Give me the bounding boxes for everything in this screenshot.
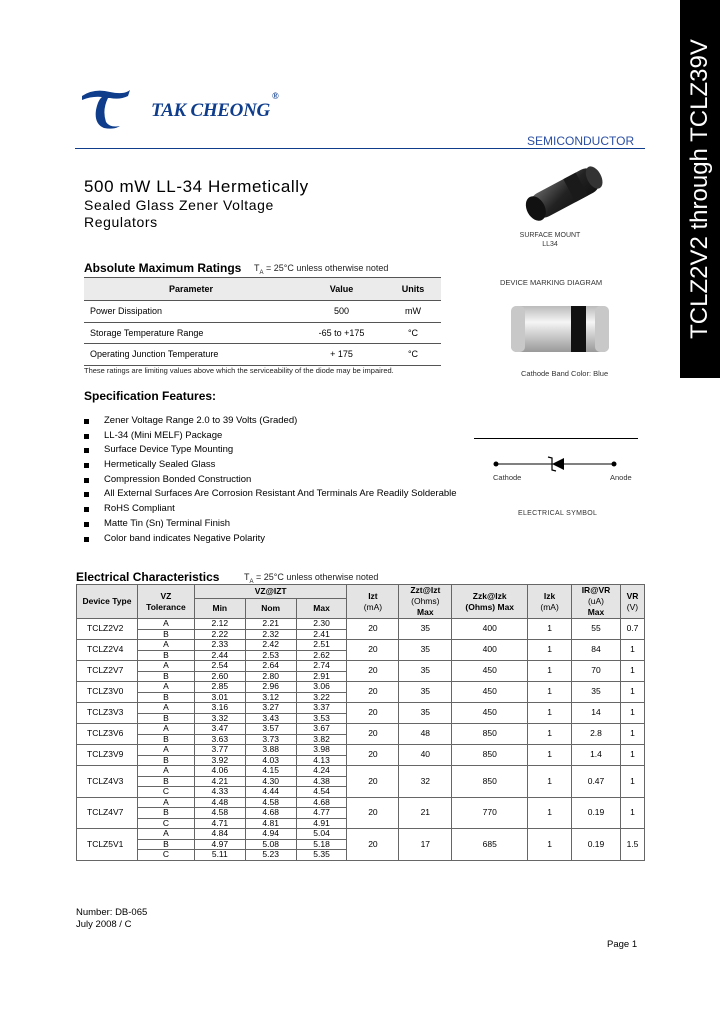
tolerance-cell: B [137,734,194,745]
vr-cell: 1 [620,640,644,661]
tak-cheong-logo-icon [80,86,132,130]
tolerance-cell: A [137,703,194,714]
vz-max-cell: 3.37 [296,703,347,714]
vz-min-cell: 3.92 [194,755,245,766]
izt-cell: 20 [347,640,399,661]
izt-unit: (mA) [363,601,383,612]
anode-label: Anode [610,473,632,482]
izk-cell: 1 [528,703,572,724]
izt-label: Izt [368,590,378,601]
zzt-cell: 35 [399,703,452,724]
device-type-cell: TCLZ3V0 [77,682,138,703]
vz-nom-cell: 3.73 [245,734,296,745]
tolerance-cell: B [137,650,194,661]
units-cell: mW [385,301,441,323]
tolerance-cell: A [137,682,194,693]
cathode-band-caption: Cathode Band Color: Blue [521,369,609,378]
value-cell: 500 [298,301,385,323]
zzk-cell: 400 [452,619,528,640]
vz-max-cell: 3.82 [296,734,347,745]
ir-unit: (uA) [587,596,605,606]
device-type-cell: TCLZ2V4 [77,640,138,661]
vz-min-cell: 2.12 [194,619,245,630]
ec-note-t: T [244,572,250,582]
device-type-cell: TCLZ4V7 [77,797,138,829]
vz-max-cell: 5.35 [296,850,347,861]
tolerance-cell: B [137,692,194,703]
vz-min-cell: 2.22 [194,629,245,640]
vz-nom-cell: 3.88 [245,745,296,756]
vz-nom-cell: 5.08 [245,839,296,850]
ir-cell: 0.19 [572,829,621,861]
tolerance-cell: C [137,850,194,861]
zzt-cell: 21 [399,797,452,829]
table-row [77,640,645,651]
izt-cell: 20 [347,661,399,682]
param-cell: Power Dissipation [84,301,298,323]
brand-text: TAK CHEONG [151,100,270,121]
registered-mark: ® [271,90,279,101]
category-label: SEMICONDUCTOR [527,134,635,148]
ir-cell: 1.4 [572,745,621,766]
device-type-cell: TCLZ3V9 [77,745,138,766]
tolerance-cell: A [137,640,194,651]
list-item: Matte Tin (Sn) Terminal Finish [84,517,457,532]
ir-cell: 2.8 [572,724,621,745]
vz-max-cell: 3.22 [296,692,347,703]
vz-min-cell: 2.60 [194,671,245,682]
vz-nom-cell: 2.53 [245,650,296,661]
vr-cell: 1 [620,724,644,745]
vr-cell: 1 [620,661,644,682]
vz-nom-cell: 2.42 [245,640,296,651]
electrical-note [244,572,378,585]
table-row [77,766,645,777]
izk-cell: 1 [528,766,572,798]
col-zzk [452,585,528,619]
list-item: Surface Device Type Mounting [84,443,457,458]
tolerance-cell: A [137,619,194,630]
tolerance-cell: B [137,713,194,724]
izk-unit: (mA) [540,601,559,612]
sidebar-banner [680,0,720,378]
zzt-cell: 35 [399,661,452,682]
package-caption-line2: LL34 [542,241,558,248]
vz-nom-cell: 4.15 [245,766,296,777]
features-heading: Specification Features: [84,389,217,403]
units-cell: °C [385,344,441,366]
zzk-cell: 770 [452,797,528,829]
col-izt [347,585,399,619]
zzk-cell: 450 [452,661,528,682]
vz-max-cell: 4.77 [296,808,347,819]
col-nom: Nom [245,599,296,619]
device-type-cell: TCLZ3V6 [77,724,138,745]
page-number: Page 1 [607,939,638,950]
vz-nom-cell: 4.58 [245,797,296,808]
package-caption-line1: SURFACE MOUNT [519,232,581,239]
izk-cell: 1 [528,797,572,829]
device-type-cell: TCLZ2V7 [77,661,138,682]
list-item: RoHS Compliant [84,502,457,517]
abs-note-t: T [254,263,260,273]
vz-min-cell: 4.71 [194,818,245,829]
vr-cell: 1 [620,703,644,724]
izt-cell: 20 [347,682,399,703]
package-caption [500,231,600,249]
vz-nom-cell: 2.21 [245,619,296,630]
izt-cell: 20 [347,703,399,724]
abs-note-suffix: = 25°C unless otherwise noted [263,263,389,273]
table-row [77,745,645,756]
abs-note-sub: A [259,269,264,276]
tolerance-cell: B [137,839,194,850]
diode-package-image [510,158,620,228]
vz-min-cell: 3.01 [194,692,245,703]
vz-min-cell: 4.21 [194,776,245,787]
cathode-label: Cathode [493,473,522,482]
vz-max-cell: 5.18 [296,839,347,850]
zzk-cell: 850 [452,724,528,745]
col-izk [528,585,572,619]
abs-max-table [84,277,441,366]
col-max: Max [296,599,347,619]
table-row [77,619,645,630]
vz-max-cell: 3.53 [296,713,347,724]
vz-nom-cell: 3.43 [245,713,296,724]
zzt-cell: 40 [399,745,452,766]
electrical-symbol-caption: ELECTRICAL SYMBOL [518,510,598,517]
vr-cell: 1 [620,766,644,798]
vz-max-cell: 4.38 [296,776,347,787]
abs-max-heading: Absolute Maximum Ratings [84,261,242,275]
tolerance-cell: C [137,818,194,829]
vz-nom-cell: 2.96 [245,682,296,693]
abs-max-note [254,263,388,276]
symbol-divider [474,438,638,439]
col-min: Min [194,599,245,619]
device-type-cell: TCLZ2V2 [77,619,138,640]
marking-diagram-image [505,300,615,358]
units-cell: °C [385,322,441,344]
header-divider [75,148,645,149]
zzt-max: Max [417,607,434,617]
vz-max-cell: 5.04 [296,829,347,840]
vz-max-cell: 2.62 [296,650,347,661]
vr-cell: 1 [620,797,644,829]
zzt-cell: 48 [399,724,452,745]
vz-max-cell: 4.68 [296,797,347,808]
vz-max-cell: 2.74 [296,661,347,672]
tolerance-cell: A [137,829,194,840]
vz-nom-cell: 4.68 [245,808,296,819]
izk-cell: 1 [528,619,572,640]
vz-min-cell: 4.84 [194,829,245,840]
izk-cell: 1 [528,640,572,661]
col-zzt [399,585,452,619]
vz-min-cell: 2.44 [194,650,245,661]
zzk-cell: 400 [452,640,528,661]
zzt-label: Zzt@Izt [410,585,441,595]
col-units: Units [385,278,441,301]
list-item: Compression Bonded Construction [84,473,457,488]
sidebar-title: TCLZ2V2 through TCLZ39V [686,39,713,339]
vz-min-cell: 4.58 [194,808,245,819]
vz-min-cell: 2.54 [194,661,245,672]
izk-label: Izk [543,590,556,601]
zzk-cell: 450 [452,703,528,724]
izk-cell: 1 [528,661,572,682]
zzt-cell: 35 [399,640,452,661]
zzt-cell: 32 [399,766,452,798]
ir-max: Max [587,607,605,617]
table-row [77,797,645,808]
tolerance-cell: B [137,776,194,787]
izt-cell: 20 [347,619,399,640]
ir-cell: 35 [572,682,621,703]
tolerance-cell: A [137,766,194,777]
vz-max-cell: 4.91 [296,818,347,829]
vz-min-cell: 5.11 [194,850,245,861]
vr-label: VR [626,590,639,601]
zzt-cell: 35 [399,619,452,640]
vz-nom-cell: 3.12 [245,692,296,703]
param-cell: Operating Junction Temperature [84,344,298,366]
list-item: LL-34 (Mini MELF) Package [84,429,457,444]
vz-nom-cell: 4.44 [245,787,296,798]
page-title: 500 mW LL-34 Hermetically [84,177,309,196]
table-row [77,661,645,672]
list-item: Color band indicates Negative Polarity [84,532,457,547]
zzt-cell: 35 [399,682,452,703]
table-row [84,322,441,344]
izk-cell: 1 [528,724,572,745]
vz-min-cell: 3.32 [194,713,245,724]
zzt-cell: 17 [399,829,452,861]
izk-cell: 1 [528,829,572,861]
table-row [77,724,645,735]
tolerance-cell: A [137,745,194,756]
izt-cell: 20 [347,829,399,861]
col-vr [620,585,644,619]
ec-note-sub: A [249,578,254,585]
document-date: July 2008 / C [76,919,132,930]
zener-symbol-icon [490,454,620,474]
vr-cell: 1.5 [620,829,644,861]
table-row [84,344,441,366]
zzk-cell: 450 [452,682,528,703]
tolerance-cell: B [137,755,194,766]
device-type-cell: TCLZ5V1 [77,829,138,861]
vz-max-cell: 3.98 [296,745,347,756]
device-type-cell: TCLZ4V3 [77,766,138,798]
zzk-label: Zzk@Izk [472,590,507,601]
document-number: Number: DB-065 [76,907,148,918]
vz-min-cell: 4.48 [194,797,245,808]
vz-min-cell: 4.33 [194,787,245,798]
vz-nom-cell: 4.94 [245,829,296,840]
vr-cell: 1 [620,682,644,703]
vz-min-cell: 2.33 [194,640,245,651]
vz-max-cell: 2.91 [296,671,347,682]
page-subtitle: Sealed Glass Zener Voltage Regulators [84,197,274,230]
value-cell: -65 to +175 [298,322,385,344]
zzt-unit: (Ohms) [411,596,440,606]
vz-nom-cell: 3.57 [245,724,296,735]
vz-min-cell: 3.16 [194,703,245,714]
vz-max-cell: 2.30 [296,619,347,630]
col-parameter: Parameter [84,278,298,301]
value-cell: + 175 [298,344,385,366]
tolerance-cell: A [137,797,194,808]
vz-nom-cell: 3.27 [245,703,296,714]
ir-label: IR@VR [581,585,611,595]
vz-nom-cell: 4.30 [245,776,296,787]
list-item: All External Surfaces Are Corrosion Resistant And Terminals Are Readily Solderable [84,487,457,502]
brand-name [151,90,279,122]
col-ir [572,585,621,619]
device-type-cell: TCLZ3V3 [77,703,138,724]
col-device-type: Device Type [77,585,138,619]
zzk-unit: (Ohms) Max [465,601,515,612]
vz-nom-cell: 5.23 [245,850,296,861]
vz-min-cell: 2.85 [194,682,245,693]
electrical-table-body [77,619,645,861]
izt-cell: 20 [347,724,399,745]
ir-cell: 84 [572,640,621,661]
vz-min-cell: 3.63 [194,734,245,745]
ir-cell: 0.19 [572,797,621,829]
table-row [77,682,645,693]
table-row [84,301,441,323]
vr-cell: 0.7 [620,619,644,640]
tolerance-cell: C [137,787,194,798]
electrical-heading: Electrical Characteristics [76,570,220,584]
vr-cell: 1 [620,745,644,766]
izt-cell: 20 [347,766,399,798]
tolerance-cell: B [137,629,194,640]
vz-max-cell: 4.54 [296,787,347,798]
table-header-row [84,278,441,301]
izt-cell: 20 [347,797,399,829]
table-row [77,829,645,840]
electrical-table [76,584,645,861]
marking-diagram-title: DEVICE MARKING DIAGRAM [500,278,603,287]
vz-min-cell: 4.97 [194,839,245,850]
list-item: Zener Voltage Range 2.0 to 39 Volts (Graded) [84,414,457,429]
list-item: Hermetically Sealed Glass [84,458,457,473]
tolerance-cell: B [137,808,194,819]
vr-unit: (V) [626,601,639,612]
tolerance-cell: A [137,661,194,672]
param-cell: Storage Temperature Range [84,322,298,344]
vz-max-cell: 3.06 [296,682,347,693]
vz-min-cell: 3.77 [194,745,245,756]
vz-max-cell: 2.51 [296,640,347,651]
table-row [77,703,645,714]
col-vz-tolerance: VZ Tolerance [137,585,194,619]
vz-max-cell: 3.67 [296,724,347,735]
vz-max-cell: 4.13 [296,755,347,766]
abs-max-footnote: These ratings are limiting values above which the serviceability of the diode may be impaired. [84,366,394,375]
zzk-cell: 850 [452,766,528,798]
vz-nom-cell: 4.03 [245,755,296,766]
tolerance-cell: A [137,724,194,735]
vz-min-cell: 3.47 [194,724,245,735]
ir-cell: 55 [572,619,621,640]
zzk-cell: 685 [452,829,528,861]
vz-nom-cell: 2.32 [245,629,296,640]
vz-nom-cell: 2.64 [245,661,296,672]
izk-cell: 1 [528,682,572,703]
tolerance-cell: B [137,671,194,682]
vz-max-cell: 2.41 [296,629,347,640]
ir-cell: 0.47 [572,766,621,798]
features-list [84,414,457,546]
zzk-cell: 850 [452,745,528,766]
col-vz-at-izt: VZ@IZT [194,585,347,599]
ir-cell: 14 [572,703,621,724]
vz-max-cell: 4.24 [296,766,347,777]
vz-nom-cell: 4.81 [245,818,296,829]
izk-cell: 1 [528,745,572,766]
table-header-row [77,585,645,599]
ec-note-suffix: = 25°C unless otherwise noted [253,572,379,582]
vz-min-cell: 4.06 [194,766,245,777]
vz-nom-cell: 2.80 [245,671,296,682]
col-value: Value [298,278,385,301]
izt-cell: 20 [347,745,399,766]
ir-cell: 70 [572,661,621,682]
